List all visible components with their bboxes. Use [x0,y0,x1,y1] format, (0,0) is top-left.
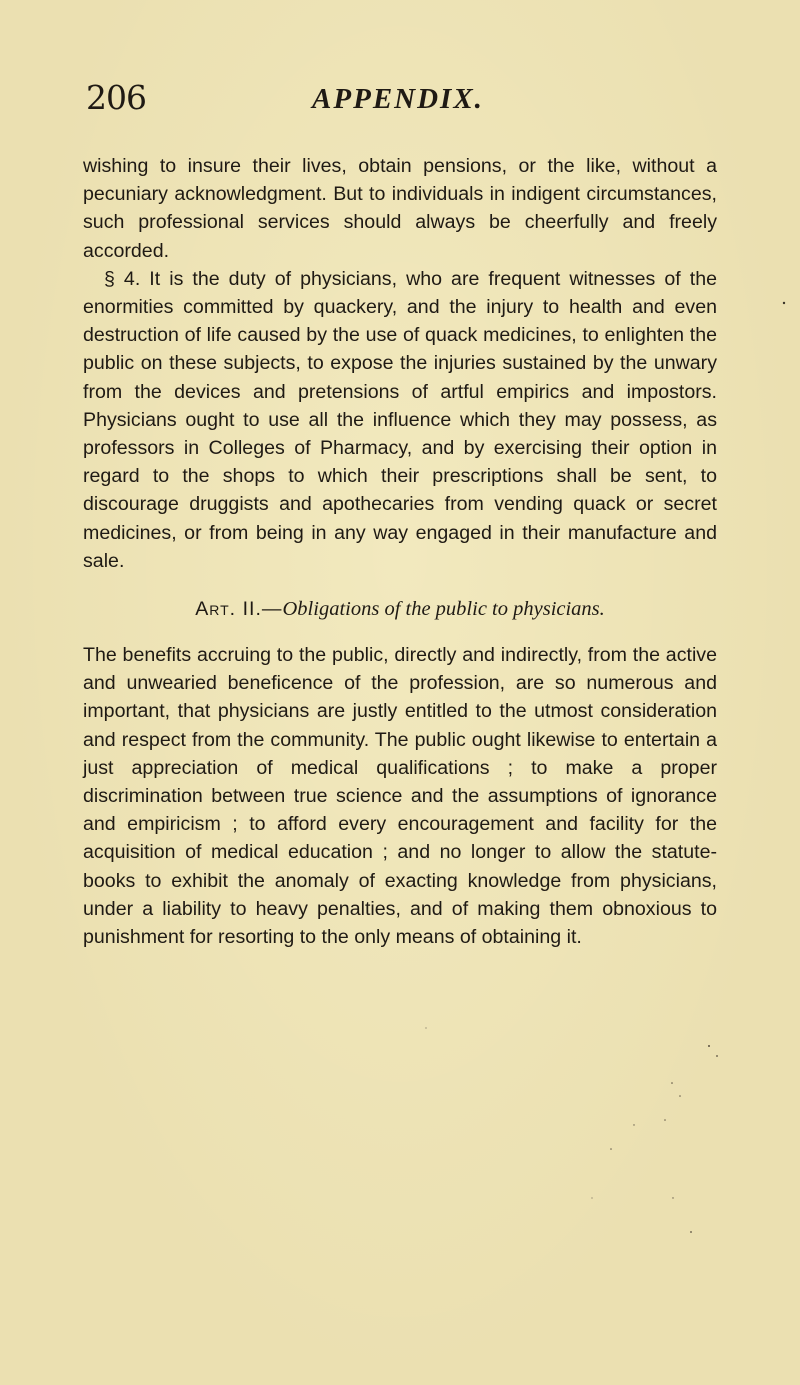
article-title: Obligations of the public to physicians. [282,598,605,621]
speck [716,1055,718,1057]
speck [591,1197,592,1198]
article-heading [83,595,717,623]
speck [664,1119,666,1121]
article-label: Art. II.— [195,598,283,621]
speck [425,1027,426,1028]
speck [671,1082,673,1084]
paragraph-continuation: wishing to insure their lives, obtain pensions, or the like, without a pecuniary acknowledgment. But to individuals in indigent circumstances, such professional services should always be cheerfully and freely accorded. [83,155,717,262]
speck [708,1045,710,1047]
speck [672,1197,673,1198]
speck [690,1231,692,1233]
body-text [83,152,717,951]
speck [610,1148,612,1150]
speck [783,302,785,304]
page-number: 206 [86,78,146,117]
running-head: APPENDIX. [312,83,484,115]
paragraph-section-4: § 4. It is the duty of physicians, who are frequent witnesses of the enormities committed by quackery, and the injury to health and even destruction of life caused by the use of quack medicines, to enlighten the public on these subjects, to expose the injuries sustained by the unwary from the devices and pretensions of artful empirics and impostors. Physicians ought to use all the influence which they may possess, as professors in Colleges of Pharmacy, and by exercising their option in regard to the shops to which their prescriptions shall be sent, to discourage druggists and apothecaries from vending quack or secret medicines, or from being in any way engaged in their manufacture and sale. [83,267,717,572]
page-header [78,76,718,120]
speck [679,1095,681,1097]
speck [633,1124,634,1125]
paragraph-article-2: The benefits accruing to the public, directly and indirectly, from the active and unwearied beneficence of the profession, are so numerous and important, that physicians are justly entitled to the utmost consideration and respect from the community. The public ought likewise to entertain a just appreciation of medical qualifications ; to make a proper discrimination between true science and the assumptions of ignorance and empiricism ; to afford every encouragement and facility for the acquisition of medical education ; and no longer to allow the statute-books to exhibit the anomaly of exacting knowledge from physicians, under a liability to heavy penalties, and of making them obnoxious to punishment for resorting to the only means of obtaining it. [83,644,717,949]
